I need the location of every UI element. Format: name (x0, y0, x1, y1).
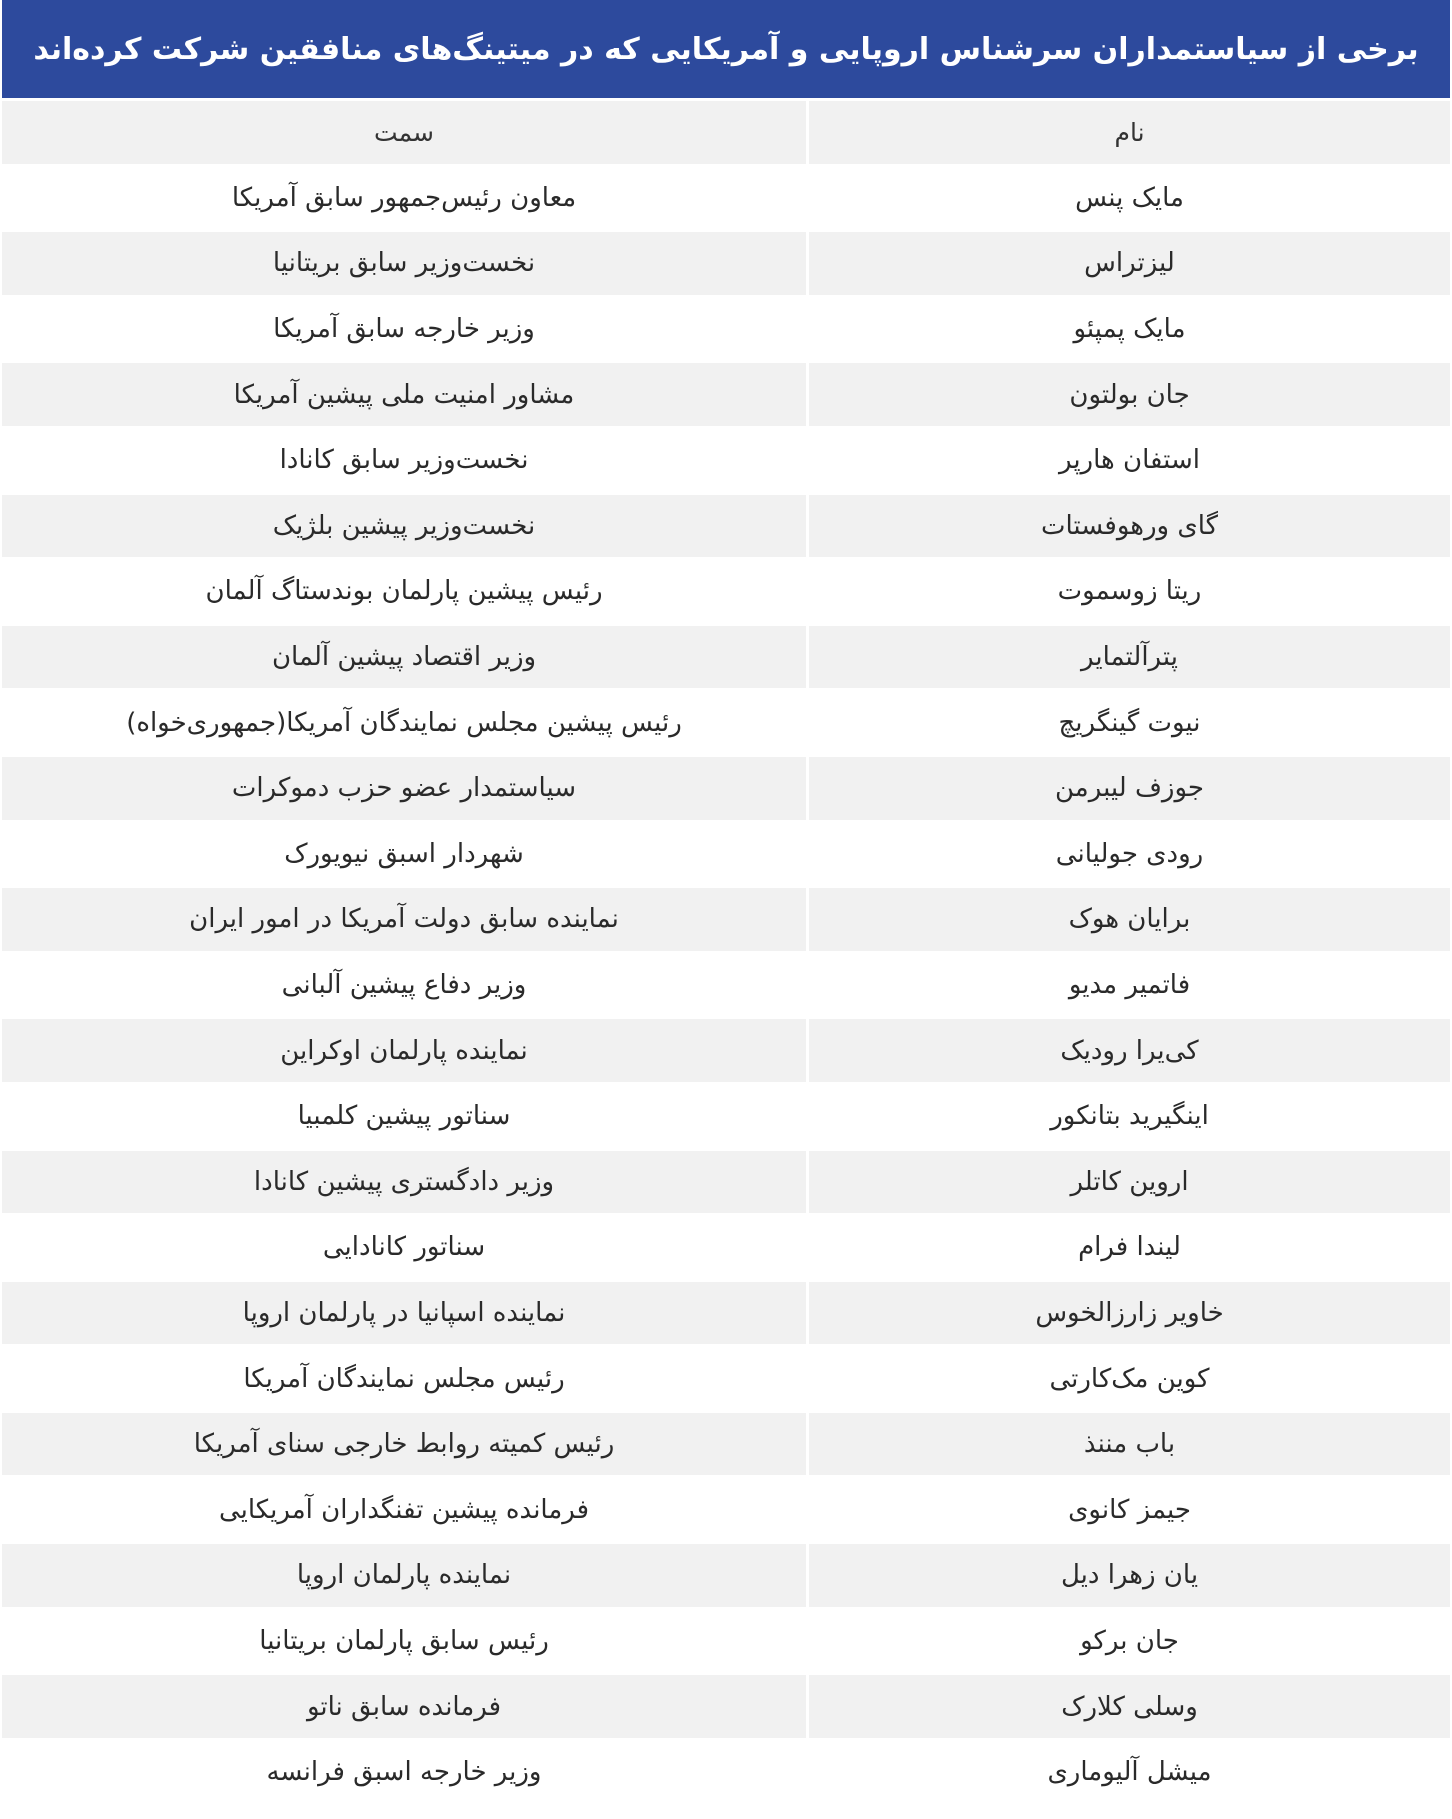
cell-name: جان بولتون (809, 363, 1450, 426)
table-row (2, 823, 1450, 886)
cell-name: اروین کاتلر (809, 1151, 1450, 1214)
cell-name: مایک پنس (809, 167, 1450, 230)
cell-role: وزیر خارجه سابق آمریکا (2, 298, 806, 361)
cell-role: نماینده پارلمان اروپا (2, 1544, 806, 1607)
table-row (2, 232, 1450, 295)
table-row (2, 691, 1450, 754)
cell-role: سناتور کانادایی (2, 1216, 806, 1279)
title-banner (2, 0, 1450, 100)
cell-name: کوین مک‌کارتی (809, 1347, 1450, 1410)
table-row (2, 757, 1450, 820)
cell-name: رودی جولیانی (809, 823, 1450, 886)
cell-role: نخست‌وزیر سابق بریتانیا (2, 232, 806, 295)
cell-role: نخست‌وزیر سابق کانادا (2, 429, 806, 492)
table-row (2, 1610, 1450, 1673)
cell-role: نخست‌وزیر پیشین بلژیک (2, 495, 806, 558)
cell-role: رئیس مجلس نمایندگان آمریکا (2, 1347, 806, 1410)
cell-role: وزیر اقتصاد پیشین آلمان (2, 626, 806, 689)
table-row (2, 363, 1450, 426)
cell-name: کی‌یرا رودیک (809, 1019, 1450, 1082)
table-row (2, 1282, 1450, 1345)
table-row (2, 1347, 1450, 1410)
table-row (2, 1151, 1450, 1214)
cell-name: جوزف لیبرمن (809, 757, 1450, 820)
table-row (2, 1544, 1450, 1607)
cell-name: برایان هوک (809, 888, 1450, 951)
cell-name: لیندا فرام (809, 1216, 1450, 1279)
cell-role: سیاستمدار عضو حزب دموکرات (2, 757, 806, 820)
politicians-table (2, 101, 1450, 1806)
cell-name: مایک پمپئو (809, 298, 1450, 361)
cell-name: میشل آلیوماری (809, 1741, 1450, 1804)
column-header-name: نام (809, 101, 1450, 164)
cell-name: جان برکو (809, 1610, 1450, 1673)
cell-role: مشاور امنیت ملی پیشین آمریکا (2, 363, 806, 426)
cell-name: فاتمیر مدیو (809, 954, 1450, 1017)
cell-role: معاون رئیس‌جمهور سابق آمریکا (2, 167, 806, 230)
cell-role: نماینده اسپانیا در پارلمان اروپا (2, 1282, 806, 1345)
table-row (2, 495, 1450, 558)
table-row (2, 1413, 1450, 1476)
cell-role: رئیس پیشین پارلمان بوندستاگ آلمان (2, 560, 806, 623)
cell-role: فرمانده پیشین تفنگداران آمریکایی (2, 1478, 806, 1541)
cell-role: فرمانده سابق ناتو (2, 1675, 806, 1738)
cell-name: پترآلتمایر (809, 626, 1450, 689)
cell-name: گای ورهوفستات (809, 495, 1450, 558)
cell-role: رئیس سابق پارلمان بریتانیا (2, 1610, 806, 1673)
cell-role: رئیس کمیته روابط خارجی سنای آمریکا (2, 1413, 806, 1476)
table-row (2, 888, 1450, 951)
cell-name: وسلی کلارک (809, 1675, 1450, 1738)
page-title: برخی از سیاستمداران سرشناس اروپایی و آمریکایی که در میتینگ‌های منافقین شرکت کرده‌اند (33, 31, 1419, 67)
table-header-row (2, 101, 1450, 164)
table-row (2, 429, 1450, 492)
column-header-role: سمت (2, 101, 806, 164)
cell-name: ریتا زوسموت (809, 560, 1450, 623)
cell-role: نماینده سابق دولت آمریکا در امور ایران (2, 888, 806, 951)
table-row (2, 1216, 1450, 1279)
table-row (2, 167, 1450, 230)
cell-role: نماینده پارلمان اوکراین (2, 1019, 806, 1082)
cell-role: شهردار اسبق نیویورک (2, 823, 806, 886)
cell-name: نیوت گینگریچ (809, 691, 1450, 754)
table-row (2, 1478, 1450, 1541)
cell-name: باب مننذ (809, 1413, 1450, 1476)
table-body (2, 167, 1450, 1804)
cell-role: وزیر دادگستری پیشین کانادا (2, 1151, 806, 1214)
cell-name: لیزتراس (809, 232, 1450, 295)
table-row (2, 298, 1450, 361)
cell-name: جیمز کانوی (809, 1478, 1450, 1541)
cell-role: رئیس پیشین مجلس نمایندگان آمریکا(جمهوری‌خواه) (2, 691, 806, 754)
table-row (2, 1019, 1450, 1082)
table-row (2, 1741, 1450, 1804)
table-row (2, 1675, 1450, 1738)
table-row (2, 1085, 1450, 1148)
cell-role: وزیر خارجه اسبق فرانسه (2, 1741, 806, 1804)
cell-name: خاویر زارزالخوس (809, 1282, 1450, 1345)
cell-role: سناتور پیشین کلمبیا (2, 1085, 806, 1148)
cell-name: یان زهرا دیل (809, 1544, 1450, 1607)
cell-name: اینگیرید بتانکور (809, 1085, 1450, 1148)
table-row (2, 626, 1450, 689)
table-row (2, 954, 1450, 1017)
cell-role: وزیر دفاع پیشین آلبانی (2, 954, 806, 1017)
cell-name: استفان هارپر (809, 429, 1450, 492)
table-row (2, 560, 1450, 623)
